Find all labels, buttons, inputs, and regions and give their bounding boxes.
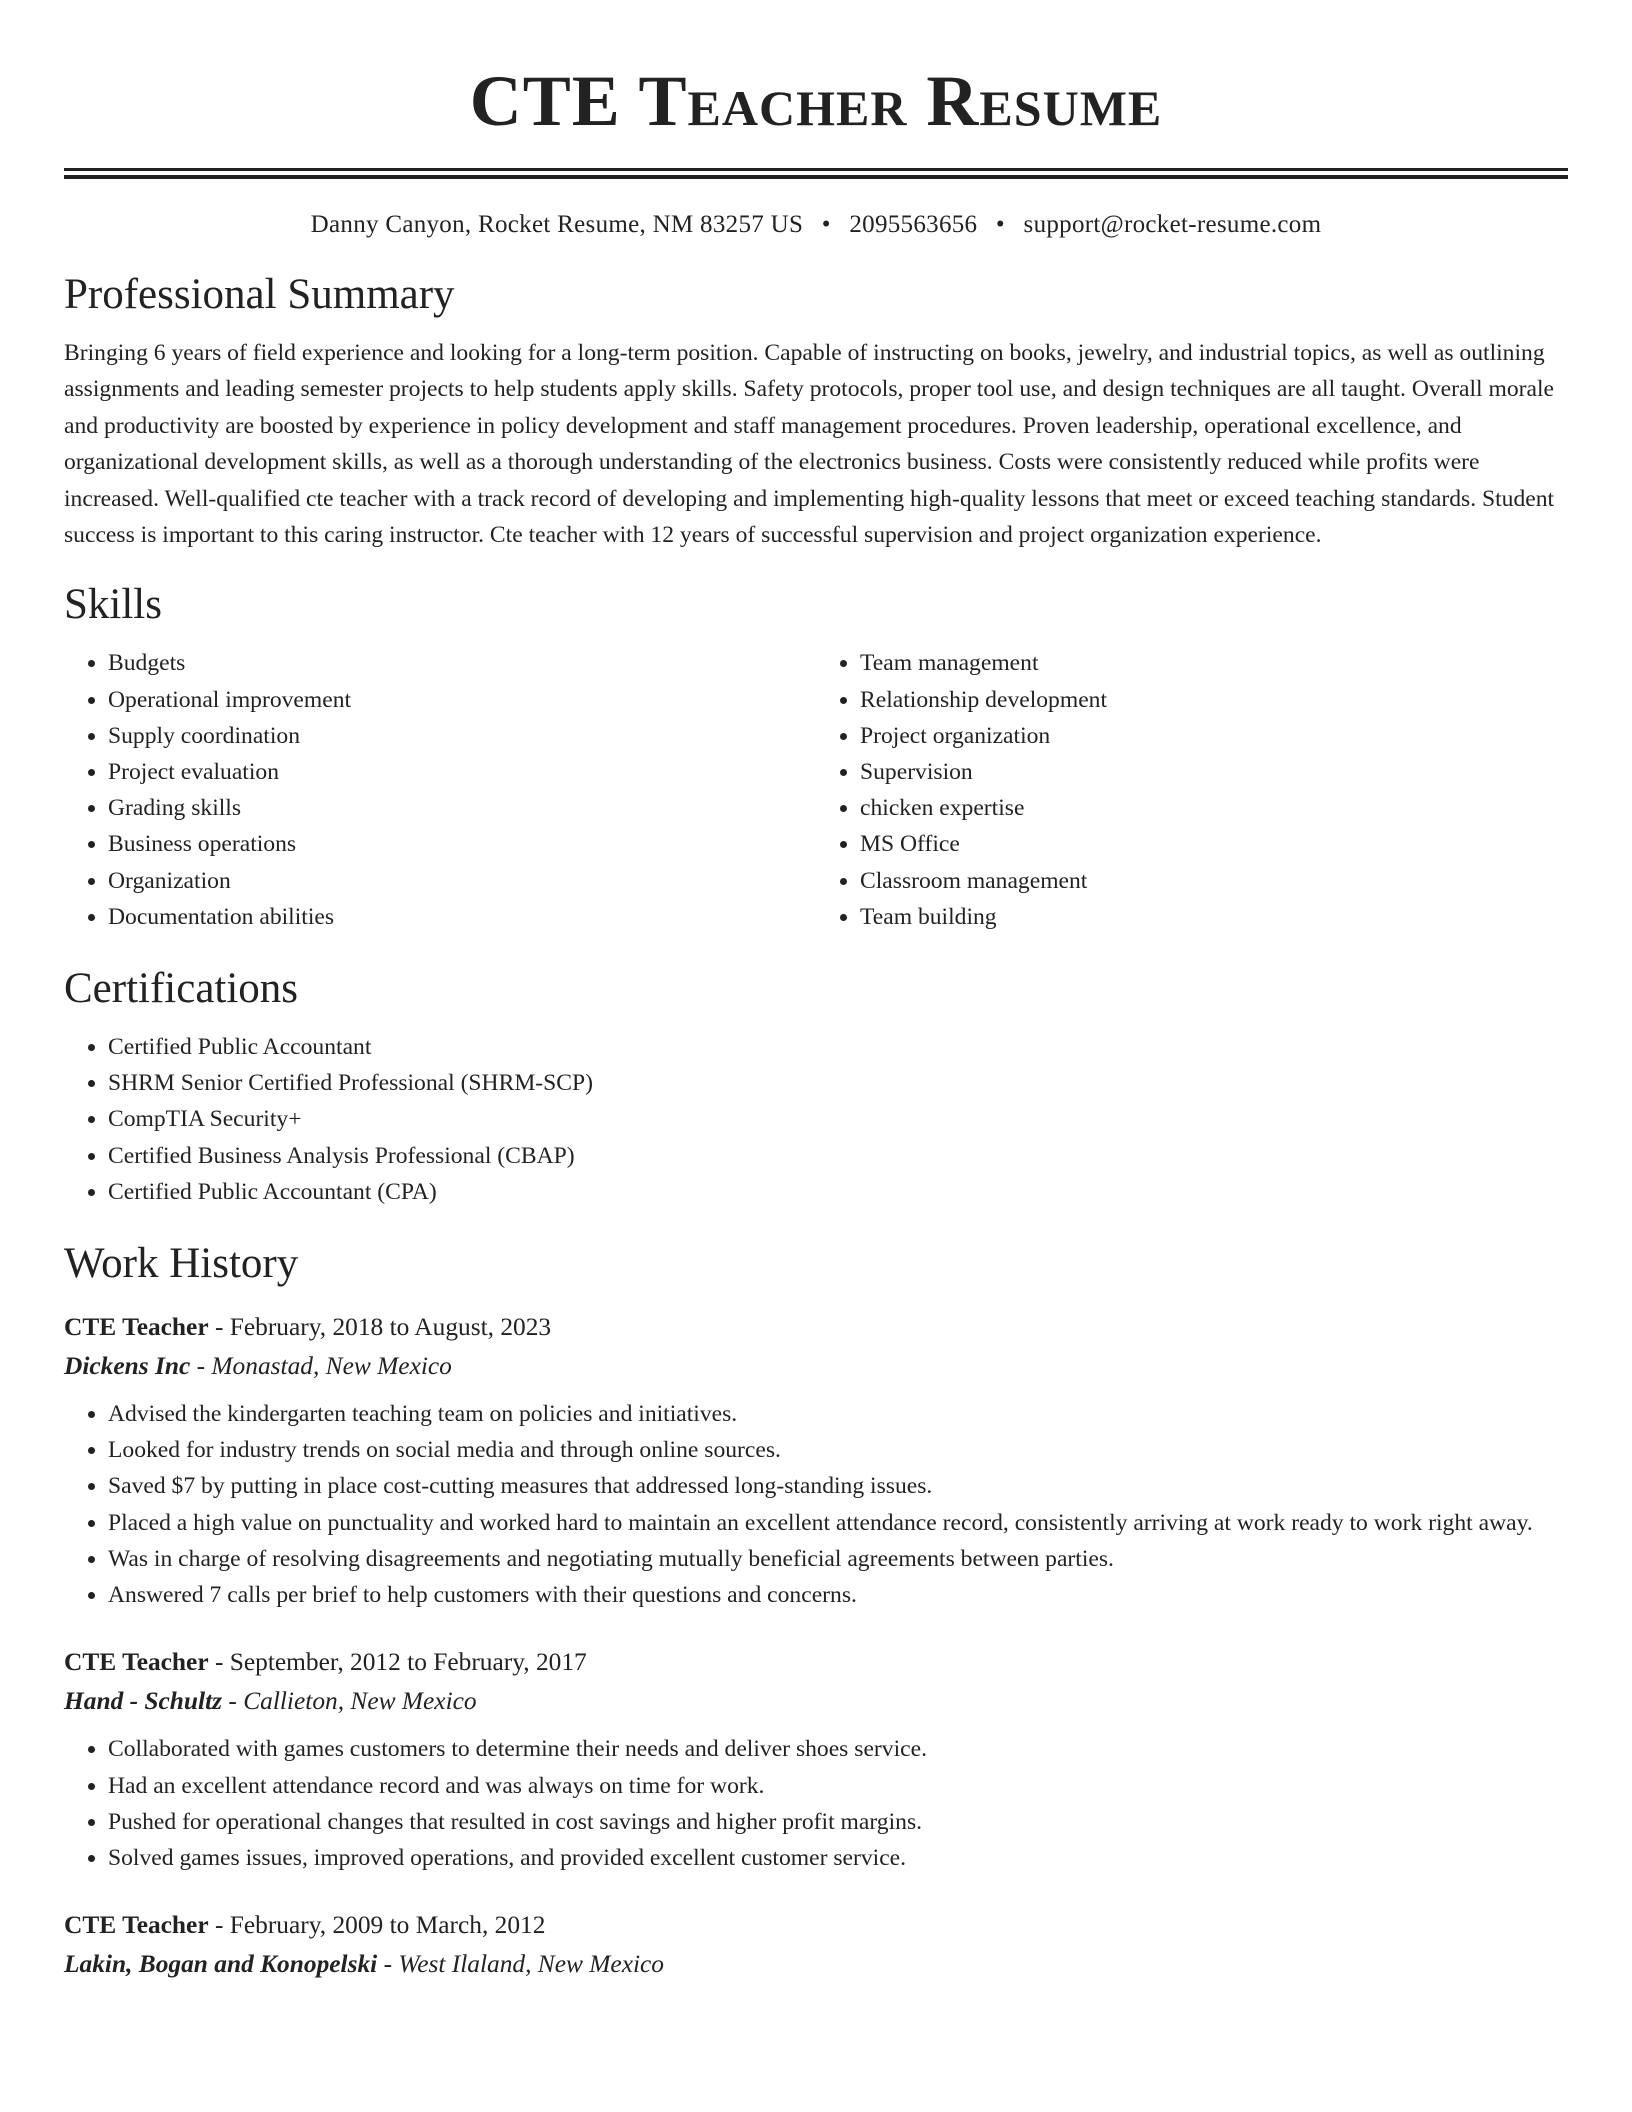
summary-text: Bringing 6 years of field experience and looking for a long-term position. Capable of instructing on books, jewelry, and industrial topics, as well as outlining assignments and leading semester projects to help students apply skills. Safety protocols, proper tool use, and design techniques are all taught. Overall morale and productivity are boosted by experience in policy development and staff management procedures. Proven leadership, operational excellence, and organizational development skills, as well as a thorough understanding of the electronics business. Costs were consistently reduced while profits were increased. Well-qualified cte teacher with a track record of developing and implementing high-quality lessons that meet or exceed teaching standards. Student success is important to this caring instructor. Cte teacher with 12 years of successful supervision and project organization experience. bbox=[64, 340, 1555, 549]
skill-item: • Project organization bbox=[860, 718, 1568, 754]
job-bullet: • Was in charge of resolving disagreements and negotiating mutually beneficial agreements between parties. bbox=[108, 1541, 1568, 1577]
job-title-line bbox=[64, 1643, 1568, 1681]
skill-item: • Supply coordination bbox=[108, 718, 816, 754]
contact-separator: • bbox=[995, 211, 1005, 238]
job-dates: - September, 2012 to February, 2017 bbox=[208, 1648, 587, 1677]
summary-heading: Professional Summary bbox=[64, 271, 455, 318]
job-bullet: • Solved games issues, improved operations, and provided excellent customer service. bbox=[108, 1840, 1568, 1876]
contact-address: Danny Canyon, Rocket Resume, NM 83257 US bbox=[310, 211, 804, 238]
job-bullets bbox=[64, 1396, 1568, 1613]
job-bullet: • Looked for industry trends on social media and through online sources. bbox=[108, 1432, 1568, 1468]
job-company-line bbox=[64, 1944, 1568, 1984]
certification-item: • Certified Public Accountant bbox=[108, 1029, 1568, 1065]
skill-item: • Classroom management bbox=[860, 863, 1568, 899]
job-bullet: • Advised the kindergarten teaching team on policies and initiatives. bbox=[108, 1396, 1568, 1432]
job-title: CTE Teacher bbox=[64, 1911, 209, 1940]
job-company-line bbox=[64, 1346, 1568, 1386]
certifications-heading: Certifications bbox=[64, 965, 299, 1013]
skill-item: • Grading skills bbox=[108, 790, 816, 826]
job-dates: - February, 2018 to August, 2023 bbox=[208, 1313, 552, 1342]
job-company-line bbox=[64, 1681, 1568, 1721]
certification-item: • Certified Business Analysis Professional (CBAP) bbox=[108, 1138, 1568, 1174]
skill-item: • Project evaluation bbox=[108, 754, 816, 790]
job-bullets bbox=[64, 1731, 1568, 1876]
skill-item: • Relationship development bbox=[860, 682, 1568, 718]
job-entry bbox=[64, 1308, 1568, 1613]
job-title: CTE Teacher bbox=[64, 1648, 209, 1677]
certifications-list bbox=[64, 1029, 1568, 1210]
certification-item: • Certified Public Accountant (CPA) bbox=[108, 1174, 1568, 1210]
skill-item: • Budgets bbox=[108, 645, 816, 681]
skills-list-right bbox=[816, 645, 1568, 935]
certification-item: • SHRM Senior Certified Professional (SHRM-SCP) bbox=[108, 1065, 1568, 1101]
job-title-line bbox=[64, 1906, 1568, 1944]
skill-item: • Documentation abilities bbox=[108, 899, 816, 935]
skills-heading: Skills bbox=[64, 581, 162, 629]
job-bullet: • Collaborated with games customers to determine their needs and deliver shoes service. bbox=[108, 1731, 1568, 1767]
job-bullet: • Answered 7 calls per brief to help customers with their questions and concerns. bbox=[108, 1577, 1568, 1613]
skill-item: • chicken expertise bbox=[860, 790, 1568, 826]
skill-item: • Team building bbox=[860, 899, 1568, 935]
job-bullet: • Pushed for operational changes that resulted in cost savings and higher profit margins. bbox=[108, 1804, 1568, 1840]
resume-title: CTE Teacher Resume bbox=[469, 61, 1163, 141]
skill-item: • Organization bbox=[108, 863, 816, 899]
job-bullet: • Placed a high value on punctuality and worked hard to maintain an excellent attendance record, consistently arriving at work ready to work right away. bbox=[108, 1505, 1568, 1541]
certification-item: • CompTIA Security+ bbox=[108, 1101, 1568, 1137]
job-entry bbox=[64, 1906, 1568, 1984]
skill-item: • Team management bbox=[860, 645, 1568, 681]
skills-columns bbox=[64, 645, 1568, 935]
job-bullet: • Saved $7 by putting in place cost-cutting measures that addressed long-standing issues. bbox=[108, 1468, 1568, 1504]
job-title: CTE Teacher bbox=[64, 1313, 209, 1342]
job-bullet: • Had an excellent attendance record and was always on time for work. bbox=[108, 1768, 1568, 1804]
job-entry bbox=[64, 1643, 1568, 1876]
contact-email: support@rocket-resume.com bbox=[1023, 211, 1322, 238]
job-company: Hand - Schultz bbox=[64, 1687, 223, 1716]
job-dates: - February, 2009 to March, 2012 bbox=[208, 1911, 546, 1940]
job-location: - West Ilaland, New Mexico bbox=[377, 1950, 664, 1979]
skill-item: • Business operations bbox=[108, 826, 816, 862]
job-location: - Monastad, New Mexico bbox=[190, 1352, 452, 1381]
job-location: - Callieton, New Mexico bbox=[222, 1687, 477, 1716]
job-company: Lakin, Bogan and Konopelski bbox=[64, 1950, 378, 1979]
skill-item: • MS Office bbox=[860, 826, 1568, 862]
skills-list-left bbox=[64, 645, 816, 935]
contact-phone: 2095563656 bbox=[849, 211, 978, 238]
contact-line bbox=[64, 207, 1568, 243]
skill-item: • Operational improvement bbox=[108, 682, 816, 718]
work-history-heading: Work History bbox=[64, 1240, 299, 1288]
job-company: Dickens Inc bbox=[64, 1352, 191, 1381]
contact-separator: • bbox=[821, 211, 831, 238]
skill-item: • Supervision bbox=[860, 754, 1568, 790]
job-title-line bbox=[64, 1308, 1568, 1346]
title-divider bbox=[64, 168, 1568, 171]
